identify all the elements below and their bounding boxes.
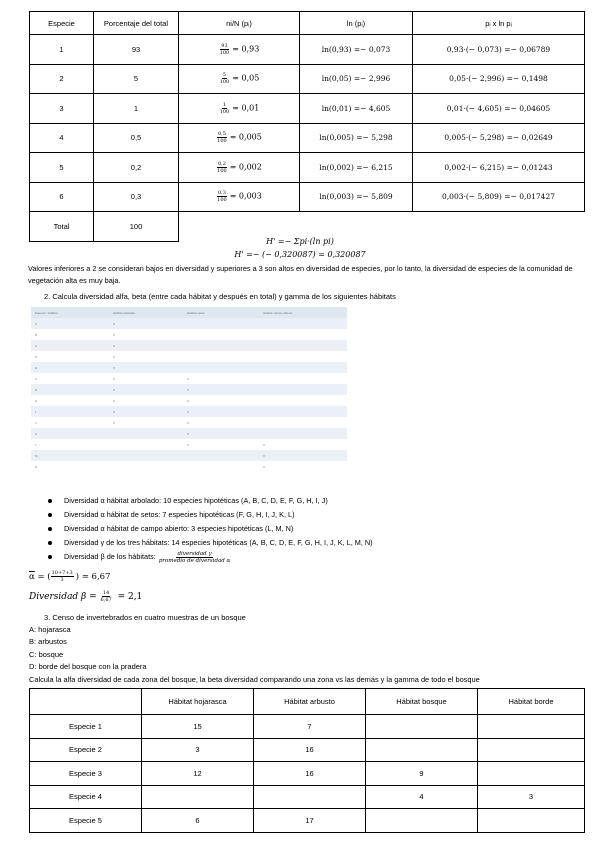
interpretation-paragraph: Valores inferiores a 2 se consideran bajos en diversidad y superiores a 3 son altos en diversidad de especies, por lo tanto, la diversidad de especies de la comunidad de vegetación alta es muy baja.	[28, 264, 573, 285]
cell	[259, 318, 347, 329]
cell	[259, 395, 347, 406]
cell	[183, 329, 259, 340]
habitat-species-table	[31, 307, 347, 472]
cell-product: 0,93·(− 0,073) =− 0,06789	[413, 35, 585, 65]
list-item	[46, 550, 373, 564]
cell	[183, 340, 259, 351]
legend-d: D: borde del bosque con la pradera	[29, 662, 147, 671]
cell	[366, 715, 478, 739]
legend-a: A: hojarasca	[29, 625, 71, 634]
frac-value: = 0,003	[229, 191, 262, 201]
table-header-row	[30, 12, 585, 35]
frac-den: 100	[219, 79, 230, 86]
cell-product: 0,005·(− 5,298) =− 0,02649	[413, 123, 585, 153]
col-especie: Especie	[30, 12, 94, 35]
col-product: pᵢ x ln pᵢ	[413, 12, 585, 35]
cell	[183, 362, 259, 373]
cell: X	[183, 428, 259, 439]
cell: 17	[254, 809, 366, 833]
cell: X	[259, 450, 347, 461]
header-cell: Hábitat hojarasca	[142, 689, 254, 715]
table-header-row	[30, 689, 585, 715]
header-cell: Hábitat bosque	[366, 689, 478, 715]
beta-calc-label: Diversidad β =	[29, 592, 97, 602]
cell-ln: ln(0,002) =− 6,215	[300, 153, 413, 183]
table-row	[30, 762, 585, 786]
table-row	[30, 94, 585, 124]
cell-pct: 93	[94, 35, 179, 65]
cell	[478, 762, 585, 786]
cell: D	[35, 354, 38, 359]
fraction	[219, 43, 231, 56]
cell: 6	[142, 809, 254, 833]
col-porcentaje: Porcentaje del total	[94, 12, 179, 35]
cell-pi	[179, 64, 300, 94]
cell: C	[31, 340, 109, 351]
cell	[183, 450, 259, 461]
frac-value: = 0,05	[232, 73, 260, 83]
table-row	[31, 406, 347, 417]
cell	[259, 373, 347, 384]
cell: X	[187, 442, 190, 447]
cell: 9	[366, 762, 478, 786]
beta-label: Diversidad β de los hábitats:	[64, 552, 156, 561]
cell: I	[31, 406, 109, 417]
cell-product: 0,002·(− 6,215) =− 0,01243	[413, 153, 585, 183]
frac-value: = 0,01	[232, 103, 260, 113]
cell	[478, 738, 585, 762]
cell-total-label: Total	[30, 212, 94, 242]
cell	[259, 362, 347, 373]
cell: K	[31, 428, 109, 439]
legend-c: C: bosque	[29, 650, 64, 659]
header-cell: Hábitat campo abierto	[259, 307, 347, 318]
list-item: Diversidad α hábitat arbolado: 10 especies hipotéticas (A, B, C, D, E, F, G, H, I, J)	[46, 494, 373, 508]
cell-pct: 0,2	[94, 153, 179, 183]
fraction	[216, 190, 228, 203]
frac-den: 3	[60, 577, 64, 583]
frac-den: promedio de diversidad α	[158, 557, 231, 564]
formula-shannon: H' =− Σpi·(ln pi)	[266, 237, 334, 246]
cell-pct: 0,3	[94, 182, 179, 212]
table-row	[30, 809, 585, 833]
cell-product: 0,05·(− 2,996) =− 0,1498	[413, 64, 585, 94]
cell: X	[113, 398, 116, 403]
cell	[259, 340, 347, 351]
table-row	[31, 461, 347, 472]
table-row	[31, 384, 347, 395]
cell	[109, 428, 183, 439]
table-row	[31, 417, 347, 428]
frac-num: 1	[222, 101, 227, 108]
alpha-result: ≃ 6,67	[81, 572, 111, 582]
cell	[183, 351, 259, 362]
table-row	[30, 785, 585, 809]
frac-den: 100	[219, 49, 230, 56]
frac-num: 14	[102, 590, 110, 596]
frac-num: diversidad γ	[177, 550, 212, 557]
col-ln: ln (pᵢ)	[300, 12, 413, 35]
cell-especie: 2	[30, 64, 94, 94]
table-row	[30, 715, 585, 739]
table-row	[31, 318, 347, 329]
table-row	[31, 340, 347, 351]
cell: H	[35, 398, 38, 403]
cell: X	[263, 464, 266, 469]
list-item: Diversidad α hábitat de campo abierto: 3 especies hipotéticas (L, M, N)	[46, 522, 373, 536]
frac-num: 0,5	[217, 131, 226, 138]
cell: 16	[254, 738, 366, 762]
beta-calc-fraction	[100, 590, 113, 603]
cell: 7	[254, 715, 366, 739]
beta-fraction	[158, 551, 231, 564]
frac-value: = 0,002	[229, 162, 262, 172]
cell: X	[113, 376, 116, 381]
table-row	[31, 428, 347, 439]
cell	[109, 461, 183, 472]
cell: X	[113, 332, 116, 337]
frac-num: 5	[222, 72, 227, 79]
cell-especie: 4	[30, 123, 94, 153]
cell-pi	[179, 182, 300, 212]
cell	[478, 715, 585, 739]
cell	[366, 809, 478, 833]
cell: X	[187, 376, 190, 381]
cell-ln: ln(0,05) =− 2,996	[300, 64, 413, 94]
question-3: 3. Censo de invertebrados en cuatro muestras de un bosque	[44, 613, 246, 622]
cell: B	[35, 332, 38, 337]
cell-pi	[179, 123, 300, 153]
table-row	[30, 64, 585, 94]
cell-especie: 6	[30, 182, 94, 212]
table-row	[31, 439, 347, 450]
cell: Especie 5	[30, 809, 142, 833]
header-cell: Hábitat arbusto	[254, 689, 366, 715]
cell-ln: ln(0,005) =− 5,298	[300, 123, 413, 153]
invertebrate-table	[29, 688, 585, 833]
cell: X	[109, 406, 183, 417]
frac-value: = 0,005	[229, 132, 262, 142]
frac-den: 100	[217, 138, 227, 145]
frac-num: 10+7+3	[51, 570, 73, 576]
cell: 3	[478, 785, 585, 809]
table-row	[31, 329, 347, 340]
cell-especie: 3	[30, 94, 94, 124]
list-item: Diversidad γ de los tres hábitats: 14 especies hipotéticas (A, B, C, D, E, F, G, H, I, J, K, L, M, N)	[46, 536, 373, 550]
cell: X	[109, 384, 183, 395]
question-2: 2. Calcula diversidad alfa, beta (entre cada hábitat y después en total) y gamma de los siguientes hábitats	[44, 292, 396, 301]
col-pi: ni/N (pᵢ)	[179, 12, 300, 35]
cell: 12	[142, 762, 254, 786]
cell: 15	[142, 715, 254, 739]
diversity-list	[46, 494, 373, 564]
cell-product: 0,01·(− 4,605) =− 0,04605	[413, 94, 585, 124]
cell-total-value: 100	[94, 212, 179, 242]
cell	[259, 406, 347, 417]
cell-pi	[179, 153, 300, 183]
cell: X	[183, 406, 259, 417]
cell	[259, 428, 347, 439]
cell: X	[183, 384, 259, 395]
alpha-mean-formula: $\overline{\alpha}$ = ( $\frac{10+7+3}{3}$ ) ≃ 6,67	[29, 570, 111, 583]
beta-calc-result: = 2,1	[117, 592, 143, 602]
cell-ln: ln(0,01) =− 4,605	[300, 94, 413, 124]
frac-num: 0,2	[217, 160, 226, 167]
cell-product: 0,003·(− 5,809) =− 0,017427	[413, 182, 585, 212]
cell-ln: ln(0,003) =− 5,809	[300, 182, 413, 212]
cell	[109, 439, 183, 450]
cell: Especie 2	[30, 738, 142, 762]
header-cell	[30, 689, 142, 715]
frac-num: 0,3	[217, 190, 226, 197]
cell: F	[35, 376, 37, 381]
table-row	[31, 373, 347, 384]
frac-den: 6,67	[100, 597, 112, 603]
cell-pi	[179, 35, 300, 65]
cell	[366, 738, 478, 762]
cell: X	[113, 420, 116, 425]
cell: J	[35, 420, 37, 425]
cell-especie: 1	[30, 35, 94, 65]
cell	[142, 785, 254, 809]
frac-value: = 0,93	[232, 44, 260, 54]
header-cell: Hábitat setos	[183, 307, 259, 318]
fraction	[219, 72, 231, 85]
alpha-fraction	[51, 570, 74, 583]
table-row	[30, 153, 585, 183]
cell-pct: 1	[94, 94, 179, 124]
cell: X	[109, 318, 183, 329]
cell-especie: 5	[30, 153, 94, 183]
table-row	[30, 738, 585, 762]
list-item: Diversidad α hábitat de setos: 7 especies hipotéticas (F, G, H, I, J, K, L)	[46, 508, 373, 522]
cell	[183, 461, 259, 472]
cell: Especie 3	[30, 762, 142, 786]
question-3-task: Calcula la alfa diversidad de cada zona del bosque, la beta diversidad comparando una zona vs las demás y la gamma de todo el bosque	[29, 675, 480, 684]
cell: M	[31, 450, 109, 461]
cell	[254, 785, 366, 809]
fraction	[216, 161, 228, 174]
alpha-symbol: $\overline{\alpha}$	[29, 572, 35, 582]
shannon-table	[29, 11, 585, 242]
cell: 4	[366, 785, 478, 809]
cell	[259, 351, 347, 362]
cell-pct: 0,5	[94, 123, 179, 153]
cell-pi	[179, 94, 300, 124]
table-row	[31, 362, 347, 373]
cell: 3	[142, 738, 254, 762]
legend-b: B: arbustos	[29, 637, 67, 646]
header-cell: Especie / Hábitat	[31, 307, 109, 318]
beta-formula	[29, 590, 142, 603]
cell: A	[31, 318, 109, 329]
cell: G	[31, 384, 109, 395]
cell: X	[109, 362, 183, 373]
header-cell: Hábitat borde	[478, 689, 585, 715]
cell: E	[31, 362, 109, 373]
cell: N	[35, 464, 38, 469]
cell: X	[113, 354, 116, 359]
fraction	[216, 131, 228, 144]
cell: X	[263, 442, 266, 447]
cell-ln: ln(0,93) =− 0,073	[300, 35, 413, 65]
cell	[259, 417, 347, 428]
cell: X	[187, 398, 190, 403]
formula-result: H' =− (− 0,320087) = 0,320087	[234, 250, 366, 259]
frac-den: 100	[217, 167, 227, 174]
cell	[259, 329, 347, 340]
cell: Especie 1	[30, 715, 142, 739]
table-row	[30, 182, 585, 212]
table-row	[31, 351, 347, 362]
frac-den: 100	[219, 108, 230, 115]
frac-num: 93	[221, 42, 228, 49]
frac-den: 100	[217, 197, 227, 204]
header-cell: Hábitat arbolado	[109, 307, 183, 318]
cell	[478, 809, 585, 833]
cell	[109, 450, 183, 461]
fraction	[219, 102, 231, 115]
table-row	[30, 123, 585, 153]
table-row	[31, 450, 347, 461]
table-row	[31, 395, 347, 406]
cell	[183, 318, 259, 329]
cell-pct: 5	[94, 64, 179, 94]
cell: Especie 4	[30, 785, 142, 809]
cell: X	[109, 340, 183, 351]
cell: X	[187, 420, 190, 425]
table-header-row	[31, 307, 347, 318]
table-row	[30, 35, 585, 65]
cell: L	[35, 442, 37, 447]
cell: 16	[254, 762, 366, 786]
cell	[259, 384, 347, 395]
